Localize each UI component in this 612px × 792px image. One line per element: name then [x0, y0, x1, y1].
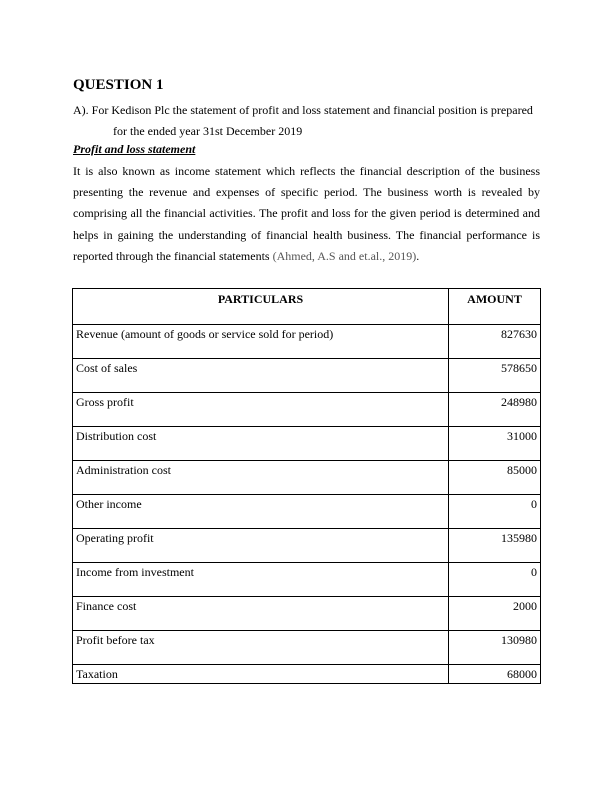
table-row	[73, 563, 541, 597]
row-label: Finance cost	[73, 597, 449, 631]
row-label: Gross profit	[73, 393, 449, 427]
table-row	[73, 325, 541, 359]
intro-line-2: for the ended year 31st December 2019	[113, 124, 303, 138]
row-amount: 248980	[449, 393, 541, 427]
citation: (Ahmed, A.S and et.al., 2019)	[272, 248, 417, 263]
section-subheading: Profit and loss statement	[73, 142, 196, 156]
row-label: Taxation	[73, 665, 449, 684]
table-row	[73, 597, 541, 631]
row-amount: 2000	[449, 597, 541, 631]
table-row	[73, 427, 541, 461]
amount-header: AMOUNT	[449, 289, 541, 325]
row-label: Administration cost	[73, 461, 449, 495]
row-amount: 827630	[449, 325, 541, 359]
row-amount: 578650	[449, 359, 541, 393]
row-amount: 130980	[449, 631, 541, 665]
table-row	[73, 529, 541, 563]
row-label: Distribution cost	[73, 427, 449, 461]
table-row	[73, 631, 541, 665]
table-row	[73, 665, 541, 684]
table-row	[73, 495, 541, 529]
section-paragraph	[73, 161, 540, 267]
question-intro	[73, 100, 540, 142]
row-label: Operating profit	[73, 529, 449, 563]
row-label: Revenue (amount of goods or service sold for period)	[73, 325, 449, 359]
row-amount: 0	[449, 495, 541, 529]
table-row	[73, 393, 541, 427]
row-amount: 85000	[449, 461, 541, 495]
paragraph-text: It is also known as income statement which reflects the financial description of the business presenting the revenue and expenses of specific period. The business worth is revealed by comprising all the financial activities. The profit and loss for the given period is determined and helps in gaining the understanding of financial health business. The financial performance is reported through the financial statements	[73, 164, 540, 263]
particulars-header: PARTICULARS	[73, 289, 449, 325]
row-label: Other income	[73, 495, 449, 529]
intro-line-1: A). For Kedison Plc the statement of profit and loss statement and financial position is prepared	[73, 103, 533, 117]
row-amount: 31000	[449, 427, 541, 461]
table-row	[73, 359, 541, 393]
row-amount: 135980	[449, 529, 541, 563]
question-title: QUESTION 1	[73, 77, 164, 93]
paragraph-end: .	[416, 248, 420, 263]
profit-loss-table	[72, 288, 541, 684]
table-header-row	[73, 289, 541, 325]
table-row	[73, 461, 541, 495]
row-label: Income from investment	[73, 563, 449, 597]
row-label: Profit before tax	[73, 631, 449, 665]
row-amount: 68000	[449, 665, 541, 684]
row-amount: 0	[449, 563, 541, 597]
row-label: Cost of sales	[73, 359, 449, 393]
